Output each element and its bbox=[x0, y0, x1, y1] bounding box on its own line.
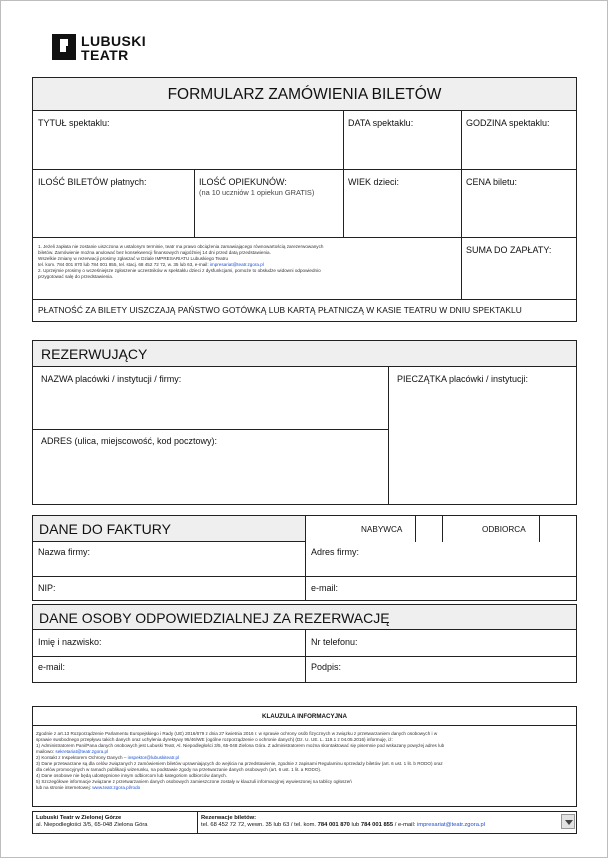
note-1-line-3: Wszelkie zmiany w rezerwacji prosimy zgłaszać w Dziale IMPRESARIATU Lubuskiego Teatru bbox=[38, 256, 229, 261]
cena-label: CENA biletu: bbox=[466, 177, 518, 187]
note-1-line-1: 1. Jeżeli zapłata nie zostanie uiszczona w ustalonym terminie, teatr ma prawo obciążenia zamawiającego równowartością zarezerwowanych bbox=[38, 244, 324, 249]
clause-line: dla celów promocyjnych w ramach publikacji wizerunku, na podstawie zgody na przetwarzanie danych osobowych (art. 6 ust. 1 lit. a RODO). bbox=[36, 767, 322, 772]
ilosc-opiekunow-label: ILOŚĆ OPIEKUNÓW: bbox=[199, 177, 287, 187]
note-1-line-2: biletów. Zamówienie można anulować bez konsekwencji finansowych najpóźniej 14 dni przed datą przedstawienia. bbox=[38, 250, 271, 255]
opiekunowie-note: (na 10 uczniów 1 opiekun GRATIS) bbox=[199, 188, 315, 197]
footer-rez-contacts: tel. 68 452 72 72, wewn. 35 lub 63 / tel. kom. 784 001 870 lub 784 001 855 / e-mail: impresariat@teatr.zgora.pl bbox=[201, 822, 486, 828]
responsible-title: DANE OSOBY ODPOWIEDZIALNEJ ZA REZERWACJĘ bbox=[39, 610, 390, 626]
logo-line-2: TEATR bbox=[81, 47, 129, 63]
invoice-email-label: e-mail: bbox=[311, 583, 339, 593]
clause-body bbox=[36, 731, 573, 791]
odbiorca-checkbox[interactable] bbox=[539, 516, 576, 542]
invoice-title: DANE DO FAKTURY bbox=[39, 521, 171, 537]
order-notes bbox=[38, 244, 458, 280]
tytul-label: TYTUŁ spektaklu: bbox=[38, 118, 110, 128]
impresariat-email-link[interactable]: impresariat@teatr.zgora.pl bbox=[209, 262, 264, 267]
logo-line-1: LUBUSKI bbox=[81, 33, 147, 49]
footer-email-link[interactable]: impresariat@teatr.zgora.pl bbox=[416, 822, 486, 828]
responsible-email-label: e-mail: bbox=[38, 662, 66, 672]
clause-line: 4) Dane osobowe nie będą udostępnione innym odbiorcom lub kategoriom odbiorców danych. bbox=[36, 773, 228, 778]
clause-line: mailowo: sekretariat@teatr.zgora.pl bbox=[36, 749, 109, 754]
note-2-line-1: 2. Uprzejmie prosimy o wcześniejsze zgłoszenie uczestników w spektaklu dzieci z dysfunkcjami, pomoże to obsłudze widowni odpowiednio bbox=[38, 268, 321, 273]
footer-section bbox=[32, 811, 577, 834]
odbiorca-label: ODBIORCA bbox=[482, 525, 526, 534]
payment-info: PŁATNOŚĆ ZA BILETY UISZCZAJĄ PAŃSTWO GOTÓWKĄ LUB KARTĄ PŁATNICZĄ W KASIE TEATRU W DNIU SPEKTAKLU bbox=[38, 305, 522, 315]
order-title: FORMULARZ ZAMÓWIENIA BILETÓW bbox=[167, 86, 442, 103]
pieczatka-label: PIECZĄTKA placówki / instytucji: bbox=[397, 374, 529, 384]
imie-nazwisko-label: Imię i nazwisko: bbox=[38, 637, 102, 647]
adres-firmy-label: Adres firmy: bbox=[311, 547, 360, 557]
footer-org-address: al. Niepodległości 3/5, 65-048 Zielona Góra bbox=[36, 822, 148, 828]
clause-line: lub na stronie internetowej: www.teatr.zgora.pl/rodo bbox=[36, 785, 141, 790]
reserver-title: REZERWUJĄCY bbox=[41, 346, 148, 362]
nabywca-checkbox[interactable] bbox=[415, 516, 443, 542]
note-1-line-4: tel. kom. 784 001 870 lub 784 001 855, tel. stacj. 68 452 72 72, w. 35 lub 63, e-mail: impresariat@teatr.zgora.pl bbox=[38, 262, 264, 267]
suma-label: SUMA DO ZAPŁATY: bbox=[466, 245, 552, 255]
nip-label: NIP: bbox=[38, 583, 56, 593]
ilosc-platnych-label: ILOŚĆ BILETÓW płatnych: bbox=[38, 177, 147, 187]
footer-reservations bbox=[201, 815, 561, 829]
clause-line: 5) Szczegółowe informacje związane z przetwarzaniem danych osobowych zamieszczone zostały w klauzuli informacyjnej wywieszonej na tablicy ogłoszeń bbox=[36, 779, 352, 784]
nabywca-label: NABYWCA bbox=[361, 525, 403, 534]
wiek-label: WIEK dzieci: bbox=[348, 177, 400, 187]
clause-title: KLAUZULA INFORMACYJNA bbox=[261, 713, 347, 720]
theatre-logo bbox=[52, 34, 162, 64]
reserver-section bbox=[32, 340, 577, 505]
data-label: DATA spektaklu: bbox=[348, 118, 414, 128]
clause-line: Zgodnie z art.13 Rozporządzenie Parlamentu Europejskiego i Rady (UE) 2016/679 z dnia 27 kwietnia 2016 r. w sprawie ochrony osób fizycznych w związku z przetwarzaniem danych osobowych i w bbox=[36, 731, 438, 736]
responsible-section bbox=[32, 604, 577, 683]
invoice-section bbox=[32, 515, 577, 601]
note-2-line-2: przygotować salę do przedstawienia. bbox=[38, 274, 114, 279]
footer-rez-label: Rezerwacje biletów: bbox=[201, 815, 257, 821]
logo-mark-icon bbox=[52, 34, 76, 60]
telefon-label: Nr telefonu: bbox=[311, 637, 358, 647]
clause-line: sprawie swobodnego przepływu takich danych oraz uchylenia dyrektywy 95/46/WE (ogólne rozporządzenie o ochronie danych) (Dz. U. UE. L. 119.1 z 04.05.2016) informuję, iż: bbox=[36, 737, 393, 742]
order-form-section bbox=[32, 77, 577, 322]
nazwa-placowki-label: NAZWA placówki / instytucji / firmy: bbox=[41, 374, 182, 384]
clause-line: 1) Administratorem Pani/Pana danych osobowych jest Lubuski Teatr, Al. Niepodległości 3/5, 65-048 Zielona Góra. Z administratorem można skontaktować się pisemnie pod wskazany powyżej adres lub bbox=[36, 743, 445, 748]
sekretariat-email-link[interactable]: sekretariat@teatr.zgora.pl bbox=[55, 749, 109, 754]
footer-org-name: Lubuski Teatr w Zielonej Górze bbox=[36, 815, 122, 821]
clause-line: 2) Kontakt z Inspektorem Ochrony Danych – inspektor@lubuskiteatr.pl bbox=[36, 755, 180, 760]
podpis-label: Podpis: bbox=[311, 662, 342, 672]
footer-dropdown-button[interactable] bbox=[561, 814, 575, 829]
inspektor-email-link[interactable]: inspektor@lubuskiteatr.pl bbox=[127, 755, 180, 760]
nazwa-firmy-label: Nazwa firmy: bbox=[38, 547, 91, 557]
adres-label: ADRES (ulica, miejscowość, kod pocztowy): bbox=[41, 436, 218, 446]
godzina-label: GODZINA spektaklu: bbox=[466, 118, 550, 128]
chevron-down-icon bbox=[565, 820, 573, 825]
rodo-page-link[interactable]: www.teatr.zgora.pl/rodo bbox=[92, 785, 141, 790]
footer-org bbox=[36, 815, 196, 829]
clause-line: 3) Dane przetwarzane są dla celów związanych z zamówieniem biletów uprawniających do wejścia na przedstawienie, zgodnie z zapisami Regulaminu sprzedaży biletów (art. 6 ust. 1 lit. b RODO) oraz bbox=[36, 761, 443, 766]
clause-section bbox=[32, 706, 577, 807]
